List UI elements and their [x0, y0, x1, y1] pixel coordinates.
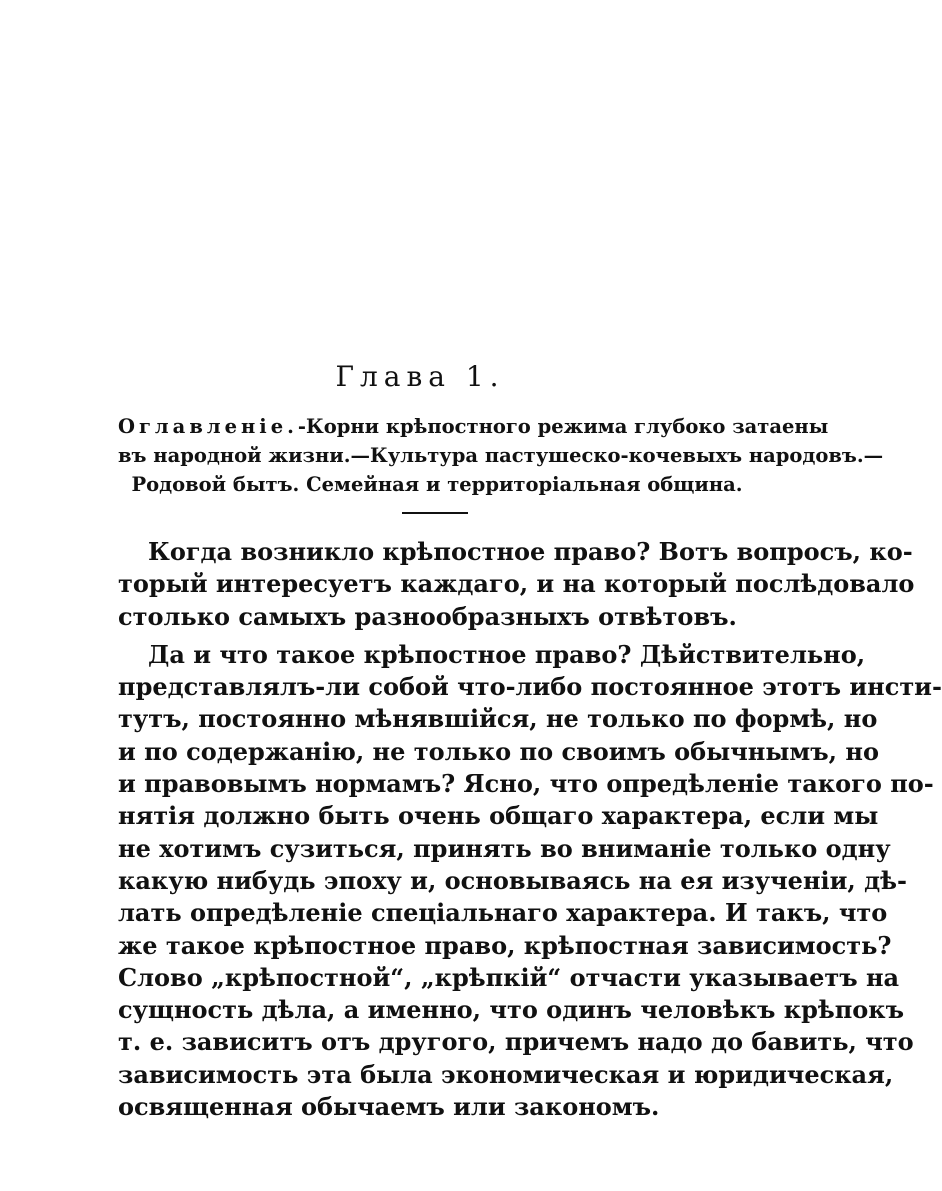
contents-line: въ народной жизни.—Культура пастушеско-кочевыхъ народовъ.— — [118, 444, 884, 467]
chapter-body — [118, 536, 942, 1123]
section-divider — [402, 512, 468, 514]
contents-line-text: -Корни крѣпостного режима глубоко затаены — [297, 415, 829, 438]
contents-line — [118, 412, 829, 441]
text-line: не хотимъ сузиться, принять во вниманіе только одну — [118, 833, 891, 863]
text-line: нятія должно быть очень общаго характера, если мы — [118, 801, 879, 831]
text-line: тутъ, постоянно мѣнявшійся, не только по формѣ, но — [118, 704, 878, 734]
text-line: торый интересуетъ каждаго, и на который послѣдовало — [118, 569, 915, 599]
text-line: лать опредѣленіе спеціальнаго характера. И такъ, что — [118, 898, 888, 928]
text-line: и по содержанію, не только по своимъ обычнымъ, но — [118, 736, 879, 766]
text-line: Да и что такое крѣпостное право? Дѣйствительно, — [148, 639, 866, 669]
text-line: Слово „крѣпостной“, „крѣпкій“ отчасти указываетъ на — [118, 962, 900, 992]
text-line: т. е. зависитъ отъ другого, причемъ надо до бавить, что — [118, 1027, 914, 1057]
contents-line: Родовой бытъ. Семейная и территоріальная община. — [131, 473, 743, 496]
text-line: сущность дѣла, а именно, что одинъ человѣкъ крѣпокъ — [118, 995, 905, 1025]
text-line: освященная обычаемъ или закономъ. — [118, 1092, 660, 1122]
chapter-contents — [118, 412, 884, 499]
text-line: зависимость эта была экономическая и юридическая, — [118, 1059, 894, 1089]
text-line: столько самыхъ разнообразныхъ отвѣтовъ. — [118, 601, 737, 631]
text-line: Когда возникло крѣпостное право? Вотъ вопросъ, ко- — [148, 537, 913, 566]
contents-label: Оглавленіе. — [118, 415, 298, 438]
text-line: какую нибудь эпоху и, основываясь на ея изученіи, дѣ- — [118, 865, 907, 895]
text-line: и правовымъ нормамъ? Ясно, что опредѣленіе такого по- — [118, 769, 934, 799]
chapter-title: Глава 1. — [335, 360, 505, 393]
text-line: представлялъ-ли собой что-либо постоянное этотъ инсти- — [118, 672, 942, 702]
text-line: же такое крѣпостное право, крѣпостная зависимость? — [118, 930, 892, 960]
